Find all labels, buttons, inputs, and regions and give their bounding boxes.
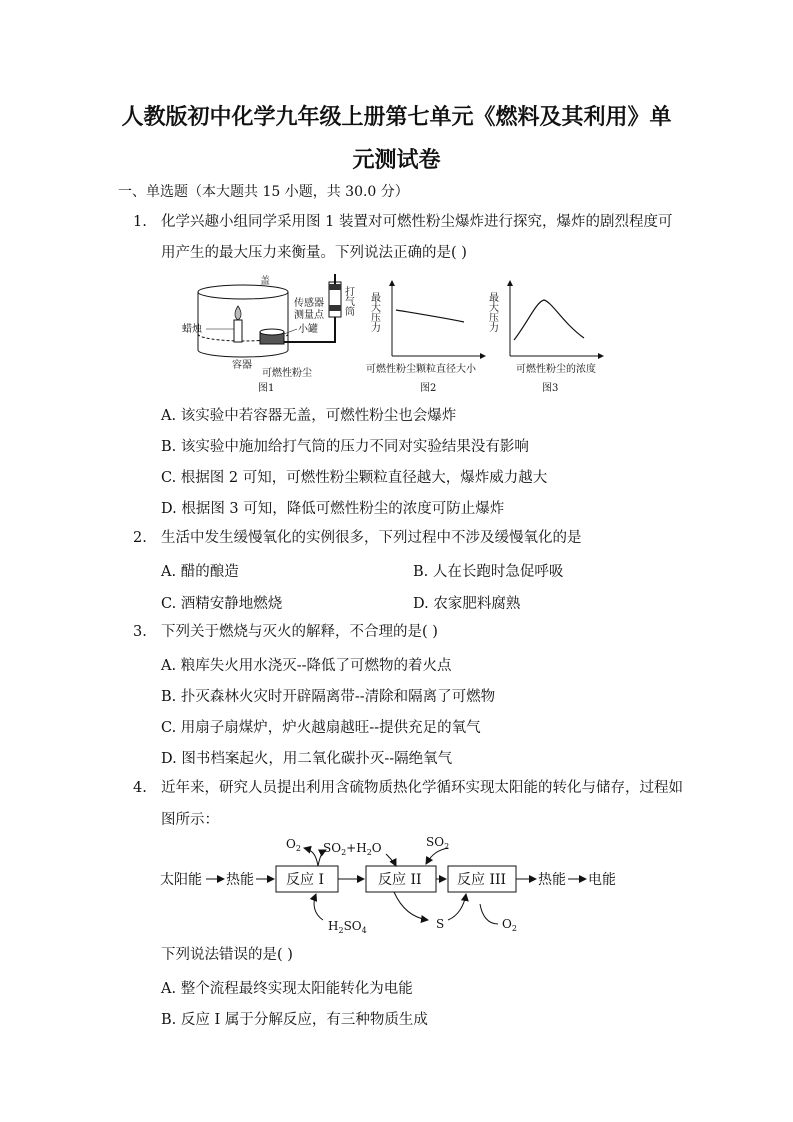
option-text: 整个流程最终实现太阳能转化为电能 (180, 981, 413, 997)
option-text: 图书档案起火，用二氧化碳扑灭--隔绝氧气 (181, 751, 453, 767)
option-text: 人在长跑时急促呼吸 (432, 564, 564, 580)
label-so2-h2o: $SO_2+H_2O$ (323, 841, 382, 857)
label-sensor: 传感器 (294, 298, 324, 309)
question-number: 3. (133, 624, 147, 640)
option-letter: D. (161, 501, 177, 517)
option-text: 醋的酿造 (180, 564, 239, 580)
label-can: 小罐 (298, 324, 318, 335)
label-pump: 打气筒 (342, 286, 354, 316)
option-b[interactable] (161, 685, 495, 706)
option-letter: B. (161, 439, 177, 455)
experiment-figure (180, 272, 620, 397)
option-letter: A. (161, 658, 177, 674)
box-reaction-3: 反应 III (457, 872, 507, 888)
question-text: 用产生的最大压力来衡量。下列说法正确的是( ) (161, 245, 467, 261)
flow-diagram (158, 832, 638, 942)
label-container: 容器 (232, 360, 252, 371)
option-a[interactable] (161, 404, 456, 425)
option-letter: C. (161, 720, 177, 736)
question-text: 近年来，研究人员提出利用含硫物质热化学循环实现太阳能的转化与储存，过程如 (161, 780, 683, 796)
question-text: 下列说法错误的是( ) (161, 947, 293, 963)
option-letter: D. (161, 751, 177, 767)
question-text: 化学兴趣小组同学采用图 1 装置对可燃性粉尘爆炸进行探究，爆炸的剧烈程度可 (161, 214, 673, 230)
graph3-ylabel: 最大压力 (486, 292, 498, 332)
option-b[interactable] (161, 1008, 428, 1029)
figure-3-caption: 图3 (542, 383, 559, 394)
option-text: 该实验中施加给打气筒的压力不同对实验结果没有影响 (180, 439, 529, 455)
graph2-ylabel: 最大压力 (368, 292, 380, 332)
option-letter: B. (413, 564, 429, 580)
option-c[interactable] (161, 716, 481, 737)
option-text: 农家肥料腐熟 (433, 596, 521, 612)
option-text: 粮库失火用水浇灭--降低了可燃物的着火点 (180, 658, 452, 674)
question-text: 图所示： (161, 812, 219, 828)
option-letter: A. (161, 408, 177, 424)
option-d[interactable] (161, 747, 452, 768)
label-s: S (436, 917, 445, 931)
option-text: 根据图 2 可知，可燃性粉尘颗粒直径越大，爆炸威力越大 (180, 470, 548, 486)
question-number: 1. (133, 214, 147, 230)
label-heat-out: 热能 (538, 872, 566, 888)
label-electric: 电能 (588, 872, 616, 888)
question-number: 2. (133, 530, 147, 546)
title-line-1: 人教版初中化学九年级上册第七单元《燃料及其利用》单 (121, 105, 672, 130)
option-letter: B. (161, 1012, 177, 1028)
question-text: 下列关于燃烧与灭火的解释，不合理的是( ) (161, 624, 438, 640)
question-text: 生活中发生缓慢氧化的实例很多，下列过程中不涉及缓慢氧化的是 (161, 530, 582, 546)
option-letter: B. (161, 689, 177, 705)
label-lid: 盖 (260, 276, 270, 287)
option-d[interactable] (413, 592, 520, 613)
option-a[interactable] (161, 560, 239, 581)
label-h2so4: $H_2SO_4$ (328, 919, 367, 935)
option-letter: A. (161, 981, 177, 997)
label-candle: 蜡烛 (182, 324, 202, 335)
box-reaction-1: 反应 I (286, 872, 324, 888)
graph3-xlabel: 可燃性粉尘的浓度 (516, 364, 596, 375)
option-c[interactable] (161, 466, 547, 487)
label-dust: 可燃性粉尘 (262, 368, 312, 379)
option-text: 扑灭森林火灾时开辟隔离带--清除和隔离了可燃物 (180, 689, 496, 705)
title-line-2: 元测试卷 (352, 148, 441, 173)
option-text: 该实验中若容器无盖，可燃性粉尘也会爆炸 (180, 408, 457, 424)
option-letter: D. (413, 596, 429, 612)
label-solar: 太阳能 (160, 872, 202, 888)
label-heat: 热能 (226, 872, 254, 888)
box-reaction-2: 反应 II (378, 872, 422, 888)
option-c[interactable] (161, 592, 282, 613)
option-letter: C. (161, 596, 177, 612)
section-heading: 一、单选题（本大题共 15 小题，共 30.0 分） (118, 184, 409, 200)
option-text: 根据图 3 可知，降低可燃性粉尘的浓度可防止爆炸 (181, 501, 505, 517)
option-text: 反应 I 属于分解反应，有三种物质生成 (180, 1012, 428, 1028)
figure-2-caption: 图2 (420, 383, 437, 394)
figure-1-caption: 图1 (258, 383, 275, 394)
graph2-xlabel: 可燃性粉尘颗粒直径大小 (366, 364, 476, 375)
label-so2-top: $SO_2$ (426, 835, 450, 851)
label-o2-bottom: $O_2$ (502, 917, 517, 933)
option-d[interactable] (161, 497, 504, 518)
option-letter: C. (161, 470, 177, 486)
option-letter: A. (161, 564, 177, 580)
option-b[interactable] (161, 435, 529, 456)
label-measure: 测量点 (294, 310, 324, 321)
question-number: 4. (133, 780, 147, 796)
option-text: 用扇子扇煤炉，炉火越扇越旺--提供充足的氧气 (180, 720, 481, 736)
option-text: 酒精安静地燃烧 (180, 596, 283, 612)
option-a[interactable] (161, 654, 452, 675)
option-a[interactable] (161, 977, 413, 998)
label-o2-top: $O_2$ (286, 837, 301, 853)
option-b[interactable] (413, 560, 563, 581)
